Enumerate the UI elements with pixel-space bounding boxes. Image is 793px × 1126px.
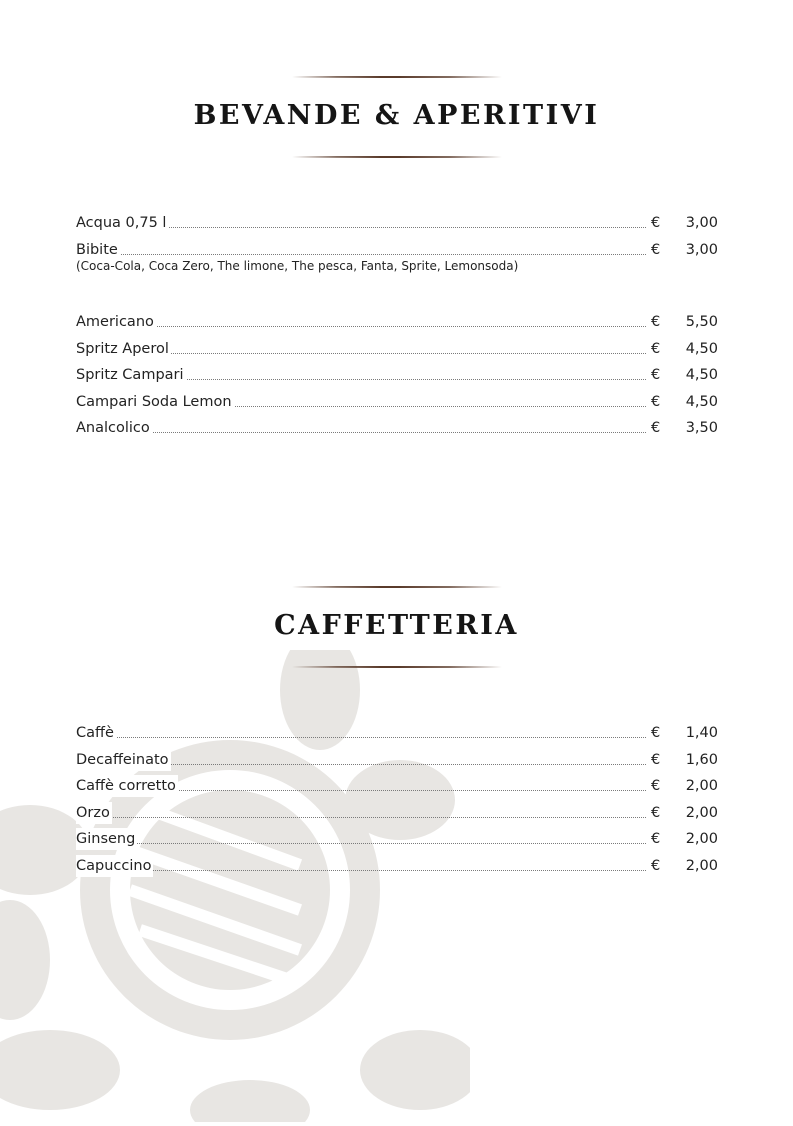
menu-item	[76, 338, 718, 360]
currency-symbol: €	[651, 340, 661, 357]
item-price: 4,50	[685, 367, 718, 384]
item-name: Decaffeinato	[76, 749, 171, 771]
menu-item	[76, 311, 718, 333]
menu-item	[76, 828, 718, 850]
item-name: Campari Soda Lemon	[76, 391, 234, 413]
menu-item	[76, 391, 718, 413]
menu-item	[76, 364, 718, 386]
divider-rule	[292, 75, 502, 78]
dot-leader	[76, 737, 646, 738]
dot-leader	[76, 870, 646, 871]
divider-rule	[292, 665, 502, 668]
item-name: Acqua 0,75 l	[76, 212, 168, 234]
item-name: Orzo	[76, 802, 112, 824]
dot-leader	[76, 817, 646, 818]
currency-symbol: €	[651, 215, 661, 231]
item-name: Americano	[76, 311, 156, 333]
item-price: 4,50	[685, 340, 718, 357]
currency-symbol: €	[651, 725, 661, 741]
item-name: Ginseng	[76, 828, 137, 850]
item-name: Bibite	[76, 239, 120, 261]
menu-item	[76, 749, 718, 771]
divider-rule	[292, 155, 502, 158]
currency-symbol: €	[651, 778, 661, 795]
currency-symbol: €	[651, 420, 661, 437]
item-name: Caffè	[76, 722, 116, 744]
currency-symbol: €	[651, 241, 661, 258]
item-price: 2,00	[685, 804, 718, 821]
menu-item	[76, 722, 718, 744]
dot-leader	[76, 432, 646, 433]
item-price: 3,00	[685, 241, 718, 258]
divider-rule	[292, 585, 502, 588]
menu-item	[76, 417, 718, 439]
item-name: Analcolico	[76, 417, 152, 439]
menu-item	[76, 802, 718, 824]
item-name: Capuccino	[76, 855, 153, 877]
currency-symbol: €	[651, 804, 661, 821]
item-price: 1,60	[685, 751, 718, 768]
item-price: 1,40	[685, 725, 718, 741]
currency-symbol: €	[651, 367, 661, 384]
item-price: 2,00	[685, 831, 718, 848]
dot-leader	[76, 254, 646, 255]
item-price: 3,50	[685, 420, 718, 437]
item-price: 2,00	[685, 858, 718, 874]
currency-symbol: €	[651, 831, 661, 848]
item-name: Spritz Aperol	[76, 338, 171, 360]
currency-symbol: €	[651, 858, 661, 874]
dot-leader	[76, 843, 646, 844]
menu-item	[76, 855, 718, 877]
currency-symbol: €	[651, 314, 661, 330]
currency-symbol: €	[651, 393, 661, 410]
item-price: 2,00	[685, 778, 718, 795]
item-name: Caffè corretto	[76, 775, 178, 797]
item-price: 5,50	[685, 314, 718, 330]
section-title: BEVANDE & APERITIVI	[193, 100, 600, 131]
dot-leader	[76, 326, 646, 327]
item-price: 4,50	[685, 393, 718, 410]
currency-symbol: €	[651, 751, 661, 768]
item-name: Spritz Campari	[76, 364, 186, 386]
section-title: CAFFETTERIA	[274, 610, 519, 641]
item-note: (Coca-Cola, Coca Zero, The limone, The pesca, Fanta, Sprite, Lemonsoda)	[76, 259, 519, 274]
menu-item	[76, 212, 718, 234]
item-price: 3,00	[685, 215, 718, 231]
menu-item	[76, 239, 718, 261]
floral-watermark-icon	[0, 650, 470, 1122]
menu-item	[76, 775, 718, 797]
